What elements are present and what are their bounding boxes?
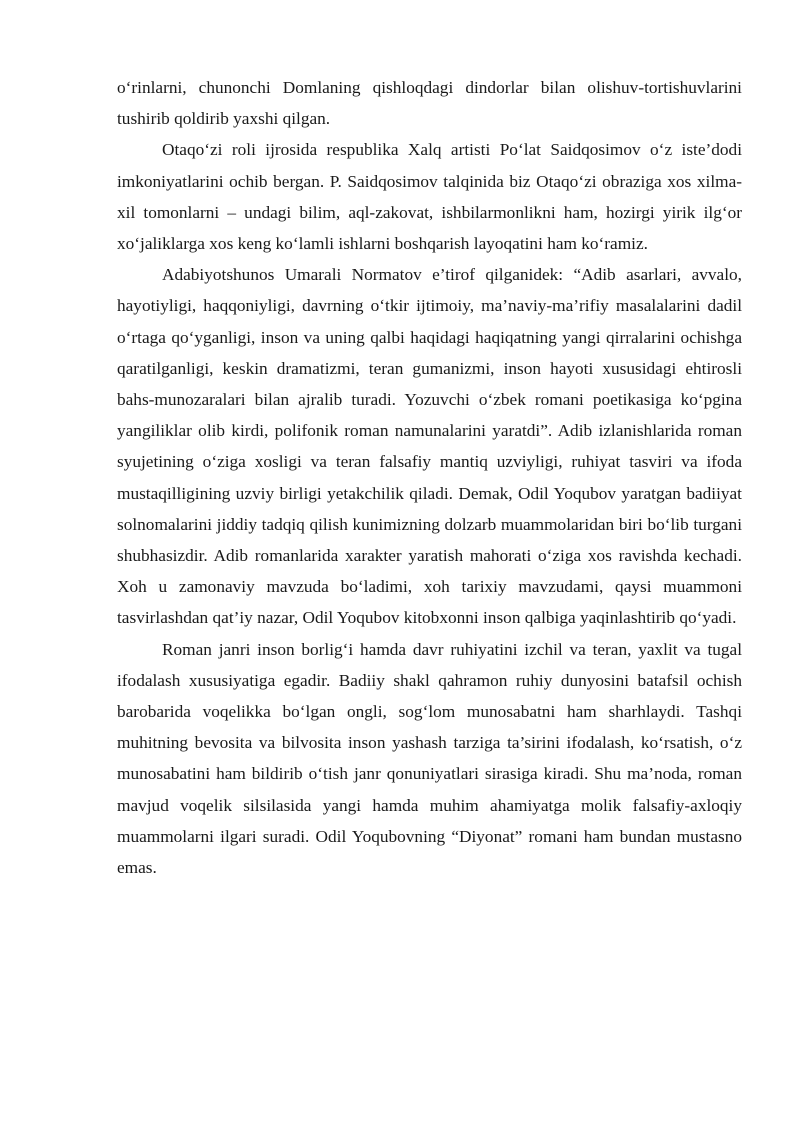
paragraph-normatov-quote: Adabiyotshunos Umarali Normatov e’tirof qilganidek: “Adib asarlari, avvalo, hayotiyligi, haqqoniyligi, davrning o‘tkir ijtimoiy, ma’naviy-ma’rifiy masalalarini dadil o‘rtaga qo‘yganligi, inson va uning qalbi haqidagi haqiqatning yangi qirralarini ochishga qaratilganligi, keskin dramatizmi, teran gumanizmi, inson hayoti xususidagi ehtirosli bahs-munozaralari bilan ajralib turadi. Yozuvchi o‘zbek romani poetikasiga ko‘pgina yangiliklar olib kirdi, polifonik roman namunalarini yaratdi”. Adib izlanishlarida roman syujetining o‘ziga xosligi va teran falsafiy mantiq uzviyligi, ruhiyat tasviri va ifoda mustaqilligining uzviy birligi yetakchilik qiladi. Demak, Odil Yoqubov yaratgan badiiyat solnomalarini jiddiy tadqiq qilish kunimizning dolzarb muammolaridan biri bo‘lib turgani shubhasizdir. Adib romanlarida xarakter yaratish mahorati o‘ziga xos ravishda kechadi. Xoh u zamonaviy mavzuda bo‘ladimi, xoh tarixiy mavzudami, qaysi muammoni tasvirlashdan qat’iy nazar, Odil Yoqubov kitobxonni inson qalbiga yaqinlashtirib qo‘yadi. xyxy=(117,265,742,628)
paragraph-continuation: o‘rinlarni, chunonchi Domlaning qishloqdagi dindorlar bilan olishuv-tortishuvlarini tushirib qoldirib yaxshi qilgan. xyxy=(117,78,742,129)
paragraph-otaqozi-role: Otaqo‘zi roli ijrosida respublika Xalq artisti Po‘lat Saidqosimov o‘z iste’dodi imkoniyatlarini ochib bergan. P. Saidqosimov talqinida biz Otaqo‘zi obraziga xos xilma-xil tomonlarni – undagi bilim, aql-zakovat, ishbilarmonlikni ham, hozirgi yirik ilg‘or xo‘jaliklarga xos keng ko‘lamli ishlarni boshqarish layoqatini ham ko‘ramiz. xyxy=(117,140,742,254)
paragraph-roman-genre: Roman janri inson borlig‘i hamda davr ruhiyatini izchil va teran, yaxlit va tugal ifodalash xususiyatiga egadir. Badiiy shakl qahramon ruhiy dunyosini batafsil ochish barobarida voqelikka bo‘lgan ongli, sog‘lom munosabatni ham sharhlaydi. Tashqi muhitning bevosita va bilvosita inson yashash tarziga ta’sirini ifodalash, ko‘rsatish, o‘z munosabatini ham bildirib o‘tish janr qonuniyatlari sirasiga kiradi. Shu ma’noda, roman mavjud voqelik silsilasida yangi hamda muhim ahamiyatga molik falsafiy-axloqiy muammolarni ilgari suradi. Odil Yoqubovning “Diyonat” romani ham bundan mustasno emas. xyxy=(117,639,742,878)
document-body xyxy=(117,72,742,883)
